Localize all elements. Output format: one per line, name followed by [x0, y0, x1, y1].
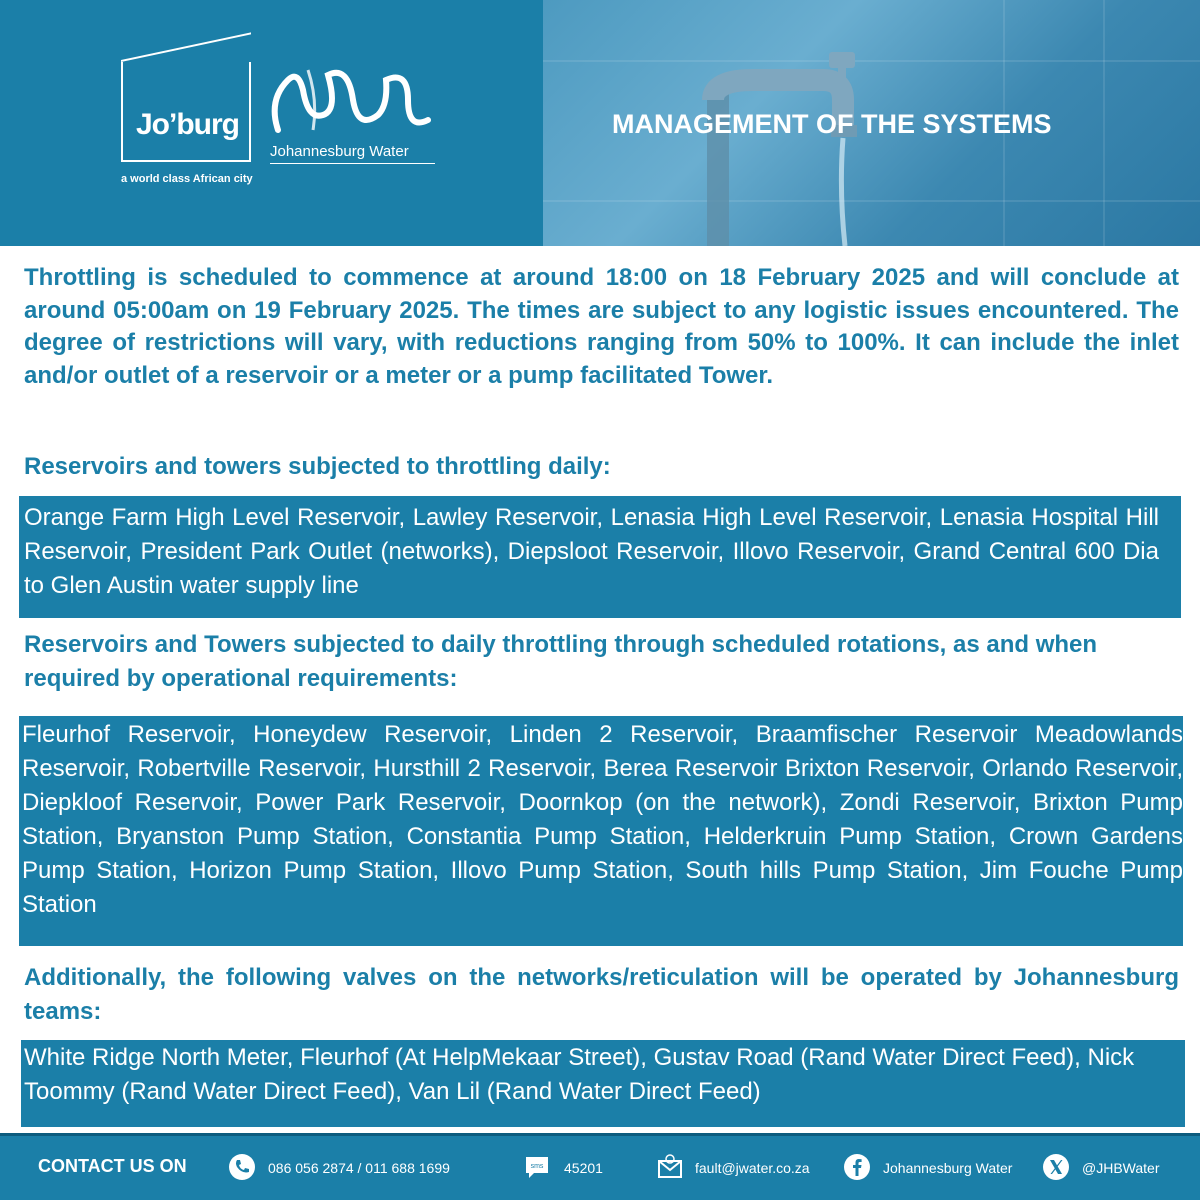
facebook-handle[interactable]: Johannesburg Water — [883, 1160, 1013, 1176]
section-body-rotations: Fleurhof Reservoir, Honeydew Reservoir, Linden 2 Reservoir, Braamfischer Reservoir Meadowlands Reservoir, Robertville Reservoir, Hursthill 2 Reservoir, Berea Reservoir Brixton Reservoir, Orlando Reservoir, Diepkloof Reservoir, Power Park Reservoir, Doornkop (on the network), Zondi Reservoir, Brixton Pump Station, Bryanston Pump Station, Constantia Pump Station, Helderkruin Pump Station, Crown Gardens Pump Station, Horizon Pump Station, Illovo Pump Station, South hills Pump Station, Jim Fouche Pump Station — [22, 721, 1183, 918]
jw-underline — [270, 163, 435, 164]
section-heading-valves: Additionally, the following valves on the networks/reticulation will be operated by Johannesburg teams: — [24, 964, 1179, 1025]
johannesburg-water-logo-icon — [268, 60, 433, 140]
phone-icon — [228, 1153, 256, 1181]
section-body-daily: Orange Farm High Level Reservoir, Lawley Reservoir, Lenasia High Level Reservoir, Lenasia Hospital Hill Reservoir, President Park Outlet (networks), Diepsloot Reservoir, Illovo Reservoir, Grand Central 600 Dia to Glen Austin water supply line — [24, 504, 1159, 599]
section-box-valves — [21, 1040, 1185, 1127]
svg-text:sms: sms — [530, 1163, 544, 1170]
sms-icon — [523, 1153, 551, 1181]
section-box-rotations — [19, 716, 1183, 946]
joburg-logo-text: Jo’burg — [136, 108, 239, 141]
sms-number[interactable]: 45201 — [564, 1160, 603, 1176]
facebook-icon — [843, 1153, 871, 1181]
page-title: MANAGEMENT OF THE SYSTEMS — [612, 109, 1052, 139]
footer-divider — [0, 1133, 1200, 1136]
intro-paragraph: Throttling is scheduled to commence at around 18:00 on 18 February 2025 and will conclude at around 05:00am on 19 February 2025. The times are subject to any logistic issues encountered. The degree of restrictions will vary, with reductions ranging from 50% to 100%. It can include the inlet and/or outlet of a reservoir or a meter or a pump facilitated Tower. — [24, 264, 1179, 389]
email-icon — [656, 1153, 684, 1181]
section-body-valves: White Ridge North Meter, Fleurhof (At HelpMekaar Street), Gustav Road (Rand Water Direct Feed), Nick Toommy (Rand Water Direct Feed), Van Lil (Rand Water Direct Feed) — [24, 1044, 1135, 1105]
header-banner — [0, 0, 1200, 246]
email-address[interactable]: fault@jwater.co.za — [695, 1160, 810, 1176]
section-box-daily — [19, 496, 1181, 618]
x-handle[interactable]: @JHBWater — [1082, 1160, 1160, 1176]
phone-numbers[interactable]: 086 056 2874 / 011 688 1699 — [268, 1160, 450, 1176]
joburg-tagline: a world class African city — [121, 173, 253, 185]
section-heading-daily: Reservoirs and towers subjected to throttling daily: — [24, 453, 611, 480]
x-icon — [1042, 1153, 1070, 1181]
section-heading-rotations: Reservoirs and Towers subjected to daily throttling through scheduled rotations, as and when required by operational requirements: — [24, 631, 1098, 692]
jw-brand-name: Johannesburg Water — [270, 143, 409, 160]
contact-label: CONTACT US ON — [38, 1156, 187, 1176]
